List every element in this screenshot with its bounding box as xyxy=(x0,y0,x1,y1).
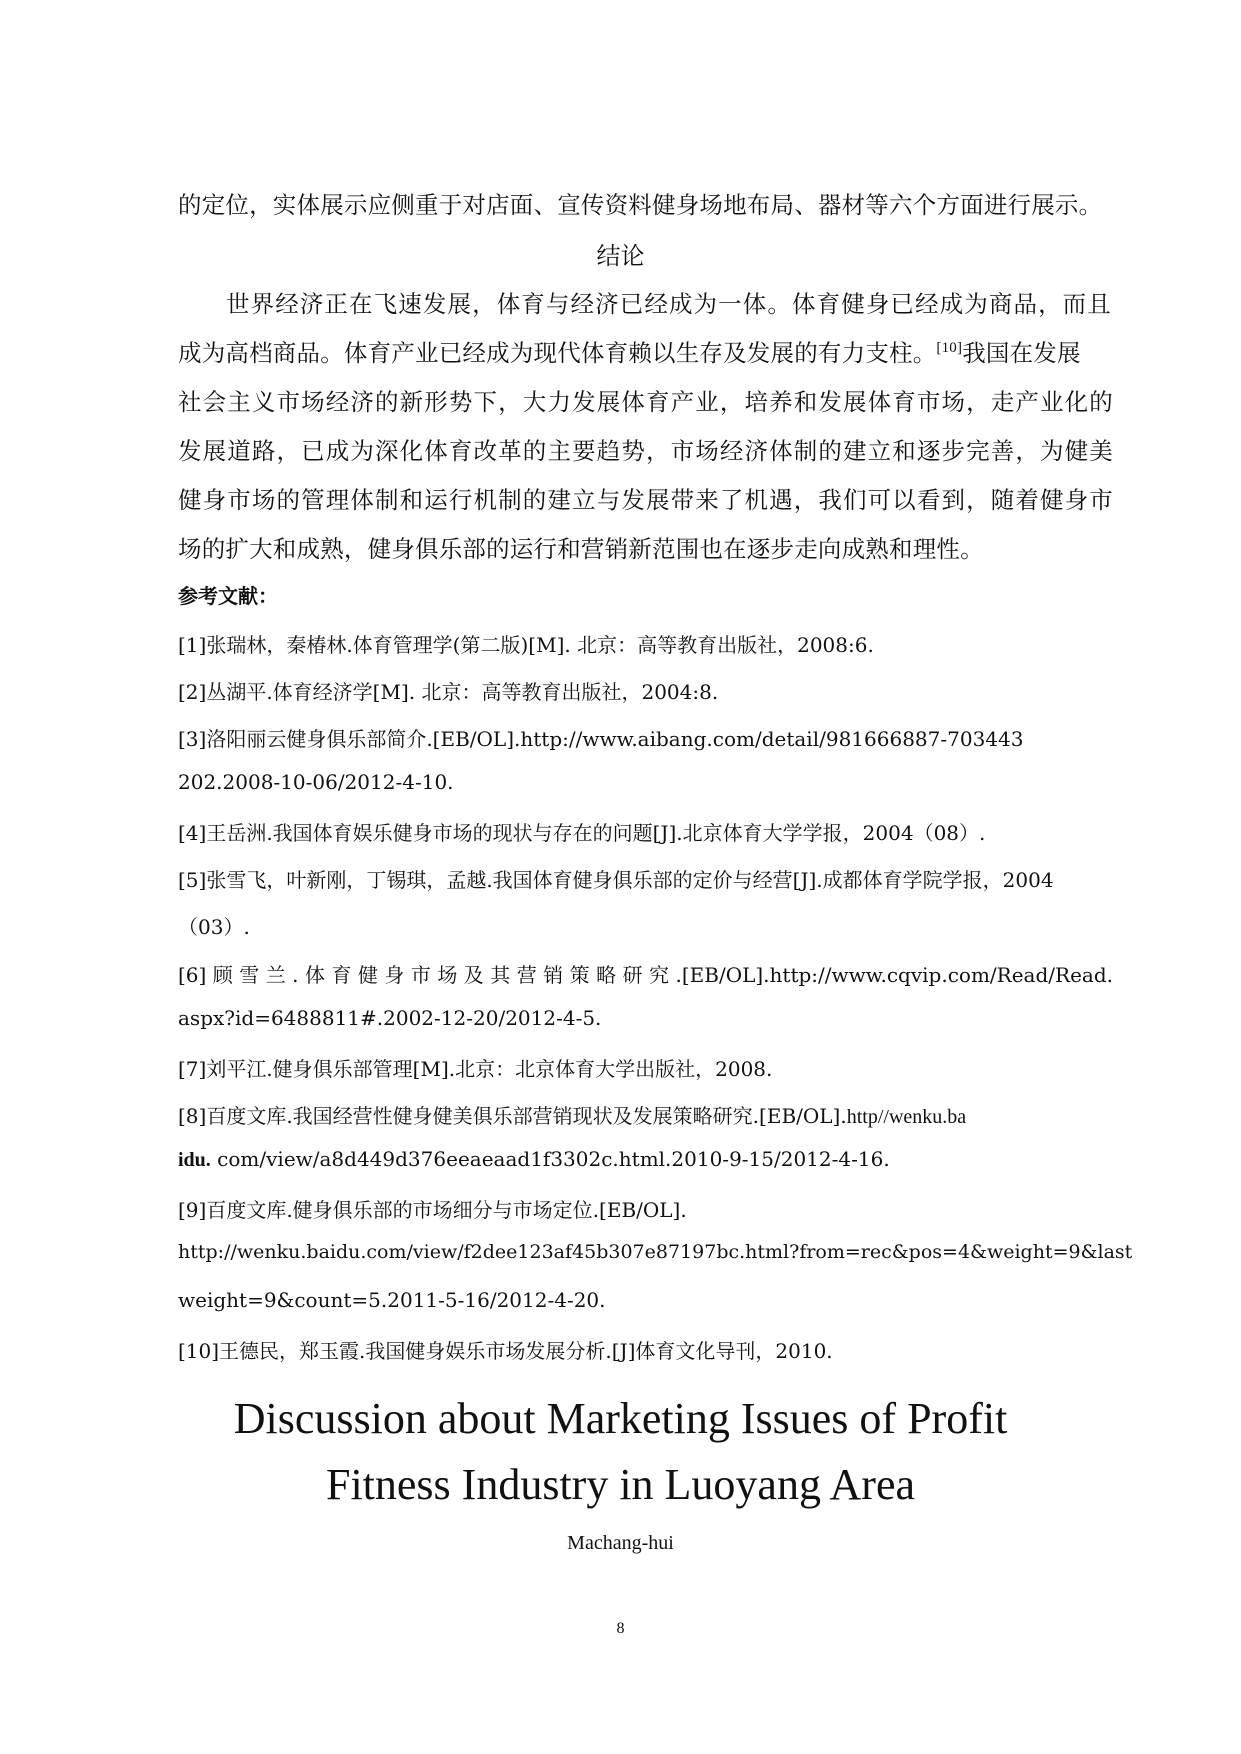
references-label: 参考文献： xyxy=(178,584,278,608)
citation-marker: [10] xyxy=(936,340,963,357)
conclusion-line: 世界经济正在飞速发展，体育与经济已经成为一体。体育健身已经成为商品，而且 xyxy=(226,290,1111,318)
continuation-text: 的定位，实体展示应侧重于对店面、宣传资料健身场地布局、器材等六个方面进行展示。 xyxy=(178,191,1103,219)
continuation-line xyxy=(178,186,1102,220)
conclusion-line: 社会主义市场经济的新形势下，大力发展体育产业，培养和发展体育市场，走产业化的 xyxy=(178,388,1113,416)
page-number: 8 xyxy=(616,1620,625,1637)
reference-text: com/view/a8d449d376eeaeaad1f3302c.html.2010-9-15/2012-4-16. xyxy=(217,1147,890,1171)
reference-line xyxy=(178,1100,966,1129)
conclusion-line xyxy=(178,334,1113,368)
reference-line: [9]百度文库.健身俱乐部的市场细分与市场定位.[EB/OL]. xyxy=(178,1198,687,1222)
reference-line: [10]王德民，郑玉霞.我国健身娱乐市场发展分析.[J]体育文化导刊，2010. xyxy=(178,1339,833,1363)
reference-line: [2]丛湖平.体育经济学[M]. 北京：高等教育出版社，2004:8. xyxy=(178,680,719,704)
english-title-line-2: Fitness Industry in Luoyang Area xyxy=(325,1460,916,1509)
reference-text: [8]百度文库.我国经营性健身健美俱乐部营销现状及发展策略研究.[EB/OL]. xyxy=(178,1104,847,1128)
conclusion-line: 健身市场的管理体制和运行机制的建立与发展带来了机遇，我们可以看到，随着健身市 xyxy=(178,486,1113,514)
english-title-line-1: Discussion about Marketing Issues of Profit xyxy=(233,1394,1008,1443)
reference-url: idu. xyxy=(178,1149,211,1171)
reference-line: http://wenku.baidu.com/view/f2dee123af45b307e87197bc.html?from=rec&pos=4&weight=9&last xyxy=(178,1241,1133,1263)
author-name: Machang-hui xyxy=(567,1532,674,1554)
reference-line xyxy=(178,1147,890,1172)
reference-line: [3]洛阳丽云健身俱乐部简介.[EB/OL].http://www.aibang.com/detail/981666887-703443 xyxy=(178,727,1024,751)
reference-line: [1]张瑞林，秦椿林.体育管理学(第二版)[M]. 北京：高等教育出版社，2008:6. xyxy=(178,633,874,657)
reference-line: （03）. xyxy=(178,915,250,939)
reference-line: [5]张雪飞，叶新刚，丁锡琪，孟越.我国体育健身俱乐部的定价与经营[J].成都体育学院学报，2004 xyxy=(178,868,1054,892)
reference-line: [6]顾雪兰.体育健身市场及其营销策略研究.[EB/OL].http://www.cqvip.com/Read/Read. xyxy=(178,963,1113,987)
conclusion-text: 成为高档商品。体育产业已经成为现代体育赖以生存及发展的有力支柱。 xyxy=(178,339,937,367)
reference-line: 202.2008-10-06/2012-4-10. xyxy=(178,770,454,794)
conclusion-line: 场的扩大和成熟，健身俱乐部的运行和营销新范围也在逐步走向成熟和理性。 xyxy=(178,535,984,563)
conclusion-text: 我国在发展 xyxy=(962,339,1081,367)
reference-line: [4]王岳洲.我国体育娱乐健身市场的现状与存在的问题[J].北京体育大学学报，2004（08）. xyxy=(178,821,986,845)
reference-url: http//wenku.ba xyxy=(846,1106,967,1128)
reference-line: weight=9&count=5.2011-5-16/2012-4-20. xyxy=(178,1288,606,1312)
conclusion-heading: 结论 xyxy=(596,242,645,270)
reference-line: [7]刘平江.健身俱乐部管理[M].北京：北京体育大学出版社，2008. xyxy=(178,1057,773,1081)
conclusion-line: 发展道路，已成为深化体育改革的主要趋势，市场经济体制的建立和逐步完善，为健美 xyxy=(178,437,1113,465)
reference-line: aspx?id=6488811#.2002-12-20/2012-4-5. xyxy=(178,1006,602,1030)
